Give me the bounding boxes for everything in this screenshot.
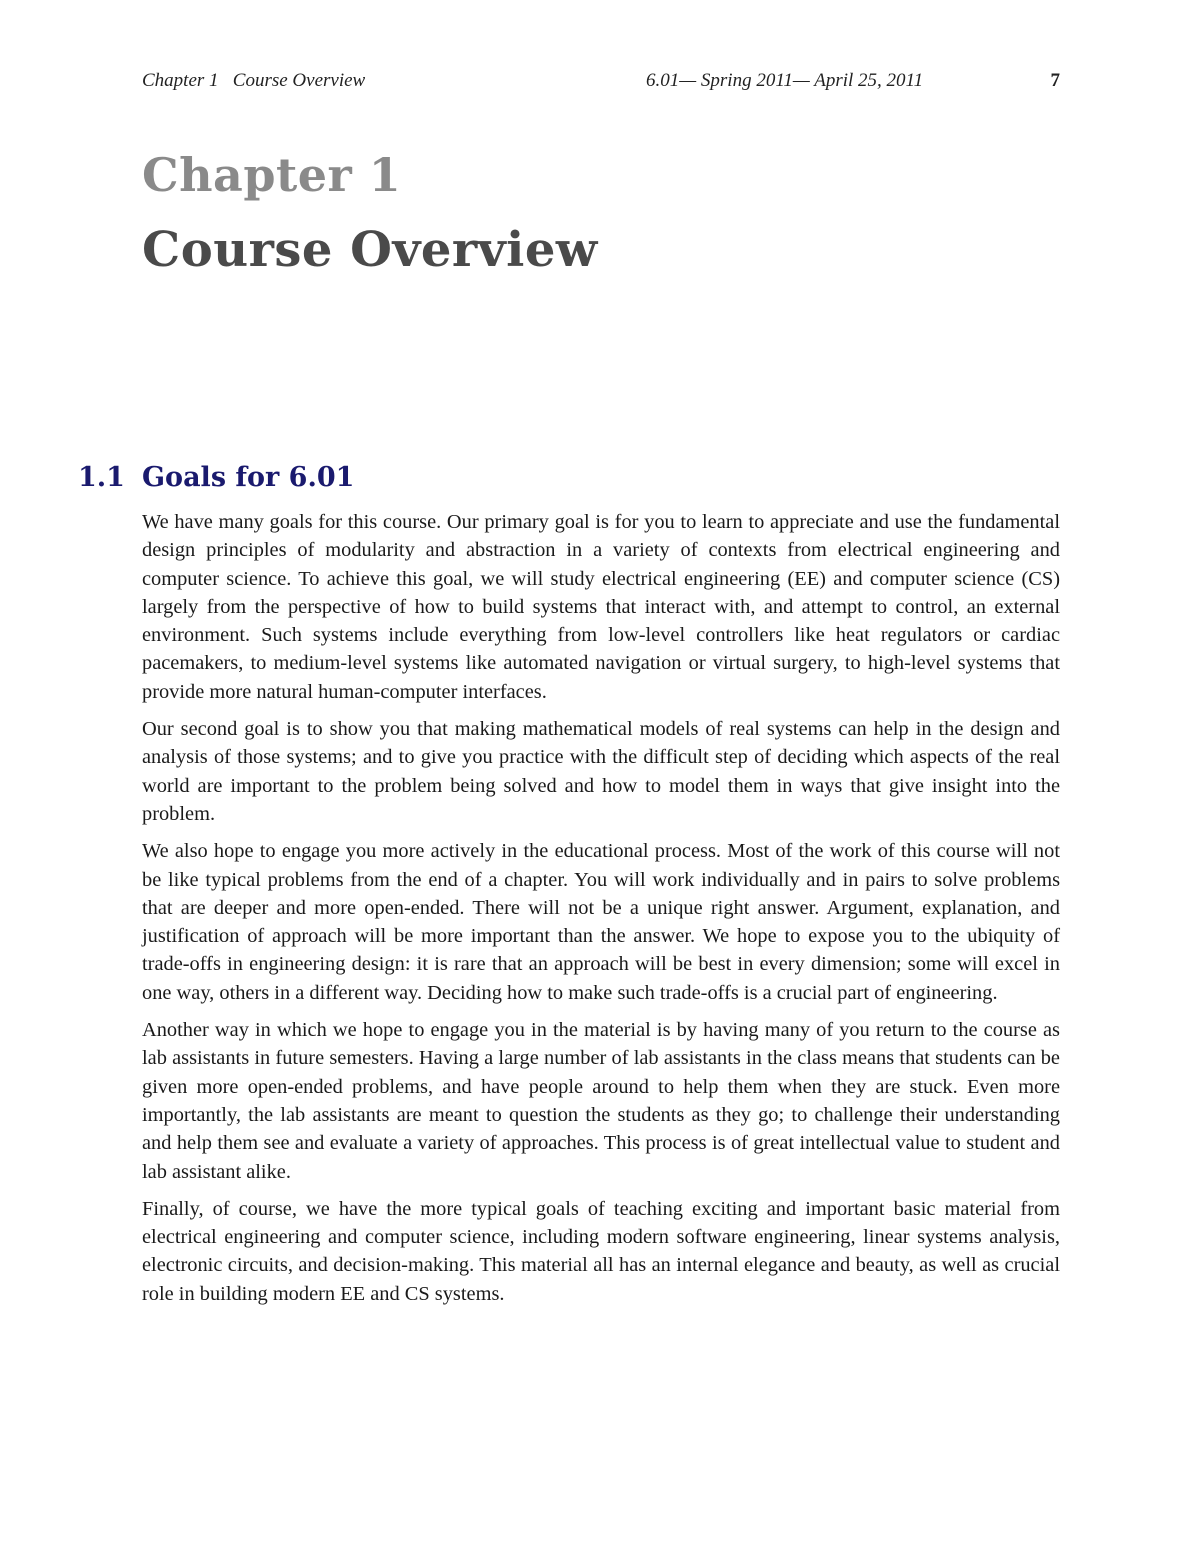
section-heading xyxy=(78,462,354,493)
section-title: Goals for 6.01 xyxy=(142,462,355,493)
header-course-date: 6.01— Spring 2011— April 25, 2011 xyxy=(646,70,924,91)
paragraph: Our second goal is to show you that making mathematical models of real systems can help in the design and analysis of those systems; and to give you practice with the difficult step of deciding which aspects of the real world are important to the problem being solved and how to model them in ways that give insight into the problem. xyxy=(142,718,1060,825)
paragraph: We also hope to engage you more actively in the educational process. Most of the work of this course will not be like typical problems from the end of a chapter. You will work individually and in pairs to solve problems that are deeper and more open-ended. There will not be a unique right answer. Argument, explanation, and justification of approach will be more important than the answer. We hope to expose you to the ubiquity of trade-offs in engineering design: it is rare that an approach will be best in every dimension; some will excel in one way, others in a different way. Deciding how to make such trade-offs is a crucial part of engineering. xyxy=(142,840,1060,1004)
paragraph: Another way in which we hope to engage you in the material is by having many of you return to the course as lab assistants in future semesters. Having a large number of lab assistants in the class means that students can be given more open-ended problems, and have people around to help them when they are stuck. Even more importantly, the lab assistants are meant to question the students as they go; to challenge their understanding and help them see and evaluate a variety of approaches. This process is of great intellectual value to student and lab assistant alike. xyxy=(142,1019,1060,1183)
header-chapter: Chapter 1 Course Overview xyxy=(142,70,366,91)
chapter-label: Chapter 1 xyxy=(142,148,402,202)
page-number: 7 xyxy=(1050,70,1060,91)
paragraph: Finally, of course, we have the more typical goals of teaching exciting and important basic material from electrical engineering and computer science, including modern software engineering, linear systems analysis, electronic circuits, and decision-making. This material all has an internal elegance and beauty, as well as crucial role in building modern EE and CS systems. xyxy=(142,1197,1060,1305)
paragraph: We have many goals for this course. Our primary goal is for you to learn to appreciate and use the fundamental design principles of modularity and abstraction in a variety of contexts from electrical engineering and computer science. To achieve this goal, we will study electrical engineering (EE) and computer science (CS) largely from the perspective of how to build systems that interact with, and attempt to control, an external environment. Such systems include everything from low-level controllers like heat regulators or cardiac pacemakers, to medium-level systems like automated navigation or virtual surgery, to high-level systems that provide more natural human-computer interfaces. xyxy=(142,511,1060,703)
section-body xyxy=(142,508,1060,1317)
chapter-title: Course Overview xyxy=(142,222,598,278)
section-number: 1.1 xyxy=(78,462,125,493)
running-header xyxy=(142,70,1060,100)
